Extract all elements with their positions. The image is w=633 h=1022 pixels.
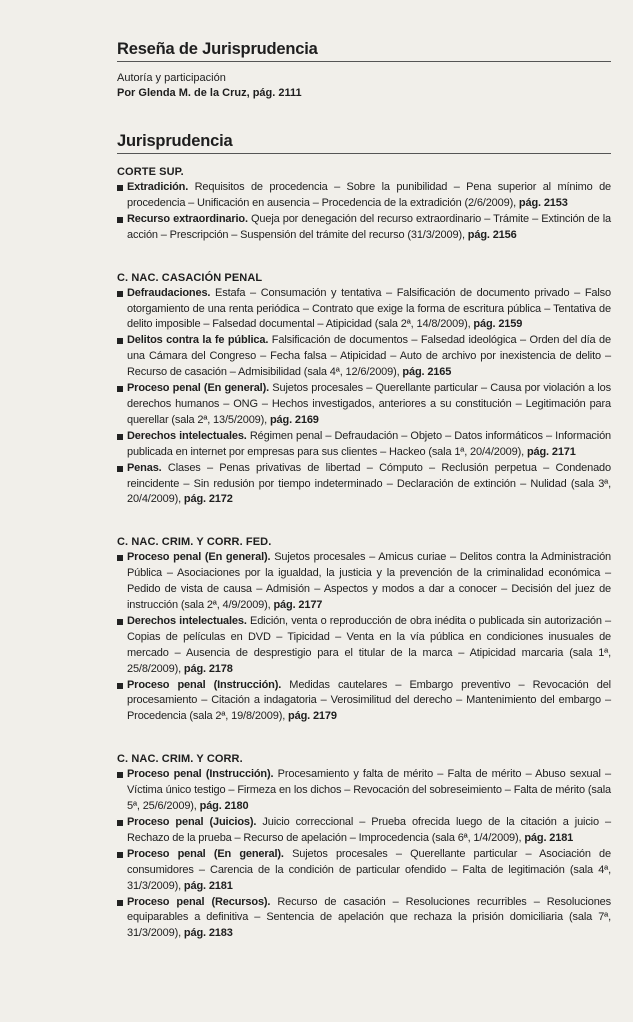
case-page-ref: pág. 2181 — [524, 831, 574, 844]
case-summary: Medidas cautelares – Embargo preventivo – Revocación del procesamiento – Citación a indagatoria – Verosimilitud del derecho – Mantenimiento del embargo – Procedencia (sala 2ª, 19/8/2009), — [127, 678, 611, 723]
case-summary: Requisitos de procedencia – Sobre la punibilidad – Pena superior al mínimo de procedencia – Unificación en ausencia – Procedencia de la extradición (2/6/2009), — [127, 181, 611, 209]
case-page-ref: pág. 2181 — [183, 879, 233, 892]
case-heading: Proceso penal (En general). — [127, 847, 284, 860]
square-bullet-icon — [117, 820, 123, 826]
case-heading: Proceso penal (Instrucción). — [127, 768, 274, 781]
case-page-ref: pág. 2179 — [288, 710, 337, 723]
resena-topic: Autoría y participación — [117, 72, 226, 84]
case-summary: Edición, venta o reproducción de obra inédita o publicada sin autorización – Copias de películas en DVD – Tipicidad – Venta en la vía pública en condiciones inusuales de mercado – Ausencia de desprestigio para el titular de la marca – Atipicidad marcaria (sala 1ª, 25/8/2009), — [127, 614, 612, 675]
case-heading: Proceso penal (En general). — [127, 551, 271, 564]
case-page-ref: pág. 2165 — [402, 366, 452, 379]
court-heading: CORTE SUP. — [117, 166, 184, 178]
square-bullet-icon — [117, 338, 123, 344]
case-summary: Clases – Penas privativas de libertad – Cómputo – Reclusión perpetua – Condenado reincidente – Sin redusión por tiempo indeterminado – Declaración de extinción – Nulidad (sala 3ª, 20/4/2009), — [127, 461, 611, 506]
case-heading: Proceso penal (Recursos). — [127, 895, 271, 908]
case-entry — [117, 847, 611, 895]
case-heading: Proceso penal (En general). — [127, 382, 269, 395]
jurisprudencia-section — [117, 132, 611, 942]
case-entry — [117, 678, 611, 726]
resena-intro — [117, 71, 611, 101]
case-summary: Queja por denegación del recurso extraordinario – Trámite – Extinción de la acción – Prescripción – Suspensión del trámite del recurso (31/3/2009), — [127, 212, 611, 241]
square-bullet-icon — [117, 772, 123, 778]
jurisprudencia-title: Jurisprudencia — [117, 132, 611, 154]
case-summary: Sujetos procesales – Querellante particular – Asociación de consumidores – Carencia de la condición de particular ofendido – Falta de legitimación (sala 4ª, 31/3/2009), — [127, 847, 611, 892]
square-bullet-icon — [117, 466, 123, 472]
spacer — [117, 508, 611, 522]
case-summary: Sujetos procesales – Amicus curiae – Delitos contra la Administración Pública – Asociaciones por la igualdad, la justicia y la prevención de la criminalidad económica – Pedido de vista de causa – Admisión – Aspectos y modos a dar a conocer – Decisión del juez de instrucción (sala 2ª, 4/9/2009), — [127, 551, 612, 612]
case-page-ref: pág. 2159 — [473, 318, 523, 331]
square-bullet-icon — [117, 291, 123, 297]
case-page-ref: pág. 2178 — [183, 662, 233, 675]
case-page-ref: pág. 2171 — [526, 445, 576, 458]
case-entry — [117, 550, 611, 614]
case-heading: Extradición. — [127, 181, 189, 193]
case-heading: Derechos intelectuales. — [127, 429, 247, 442]
case-heading: Delitos contra la fe pública. — [127, 334, 269, 347]
court-heading: C. NAC. CASACIÓN PENAL — [117, 271, 263, 284]
spacer — [117, 244, 611, 258]
case-page-ref: pág. 2153 — [518, 196, 568, 209]
case-heading: Derechos intelectuales. — [127, 614, 247, 627]
court-heading: C. NAC. CRIM. Y CORR. FED. — [117, 536, 272, 549]
square-bullet-icon — [117, 217, 123, 223]
case-entry — [117, 895, 611, 943]
resena-title: Reseña de Jurisprudencia — [117, 40, 611, 62]
case-heading: Recurso extraordinario. — [127, 212, 248, 225]
square-bullet-icon — [117, 852, 123, 858]
case-summary: Procesamiento y falta de mérito – Falta de mérito – Abuso sexual – Víctima único testigo – Firmeza en los dichos – Revocación del sobreseimiento – Falta de mérito (sala 5ª, 25/6/2009), — [127, 768, 611, 813]
resena-author: Por Glenda M. de la Cruz, pág. 2111 — [117, 87, 302, 99]
case-entry — [117, 429, 611, 461]
spacer — [117, 725, 611, 739]
court-heading: C. NAC. CRIM. Y CORR. — [117, 753, 243, 766]
case-page-ref: pág. 2172 — [183, 493, 233, 506]
square-bullet-icon — [117, 900, 123, 906]
case-entry — [117, 767, 611, 815]
square-bullet-icon — [117, 555, 123, 561]
square-bullet-icon — [117, 434, 123, 440]
case-entry — [117, 180, 611, 212]
case-summary: Estafa – Consumación y tentativa – Falsificación de documento privado – Falso otorgamiento de una renta periódica – Contrato que exige la forma de escritura pública – Tentativa de delito imposible – Falsedad documental – Atipicidad (sala 2ª, 14/8/2009), — [127, 286, 611, 331]
case-heading: Defraudaciones. — [127, 286, 211, 299]
case-entry — [117, 212, 611, 244]
case-page-ref: pág. 2177 — [273, 599, 323, 612]
case-summary: Sujetos procesales – Querellante particular – Causa por violación a los derechos humanos – ONG – Hechos investigados, anteriores a su constitución – Legitimación para querellar (sala 2ª, 13/5/2009), — [127, 382, 611, 426]
page-content — [117, 40, 611, 942]
case-page-ref: pág. 2180 — [199, 800, 249, 813]
case-entry — [117, 333, 611, 381]
case-entry — [117, 286, 611, 334]
case-heading: Proceso penal (Instrucción). — [127, 678, 282, 691]
case-entry — [117, 614, 611, 678]
square-bullet-icon — [117, 185, 123, 191]
case-summary: Régimen penal – Defraudación – Objeto – Datos informáticos – Información publicada en internet por empresas para sus clientes – Hackeo (sala 1ª, 20/4/2009), — [127, 429, 611, 458]
case-summary: Falsificación de documentos – Falsedad ideológica – Orden del día de una Cámara del Congreso – Fecha falsa – Atipicidad – Auto de archivo por inexistencia de delito – Recurso de casación – Admisibilidad (sala 4ª, 12/6/2009), — [127, 334, 611, 379]
square-bullet-icon — [117, 386, 123, 392]
case-summary: Recurso de casación – Resoluciones recurribles – Resoluciones equiparables a definitiva – Sentencia de apelación que rechaza la prisión domiciliaria (sala 7ª, 31/3/2009), — [127, 895, 611, 940]
square-bullet-icon — [117, 683, 123, 689]
case-heading: Proceso penal (Juicios). — [127, 816, 257, 828]
case-entry — [117, 381, 611, 429]
case-entry — [117, 815, 611, 847]
case-page-ref: pág. 2183 — [183, 927, 233, 940]
courts-list — [117, 166, 611, 942]
case-summary: Juicio correccional – Prueba ofrecida luego de la citación a juicio – Rechazo de la prueba – Recurso de apelación – Improcedencia (sala 6ª, 1/4/2009), — [127, 816, 611, 844]
case-heading: Penas. — [127, 461, 162, 474]
case-entry — [117, 461, 611, 509]
square-bullet-icon — [117, 619, 123, 625]
case-page-ref: pág. 2156 — [467, 228, 517, 241]
case-page-ref: pág. 2169 — [269, 413, 319, 426]
